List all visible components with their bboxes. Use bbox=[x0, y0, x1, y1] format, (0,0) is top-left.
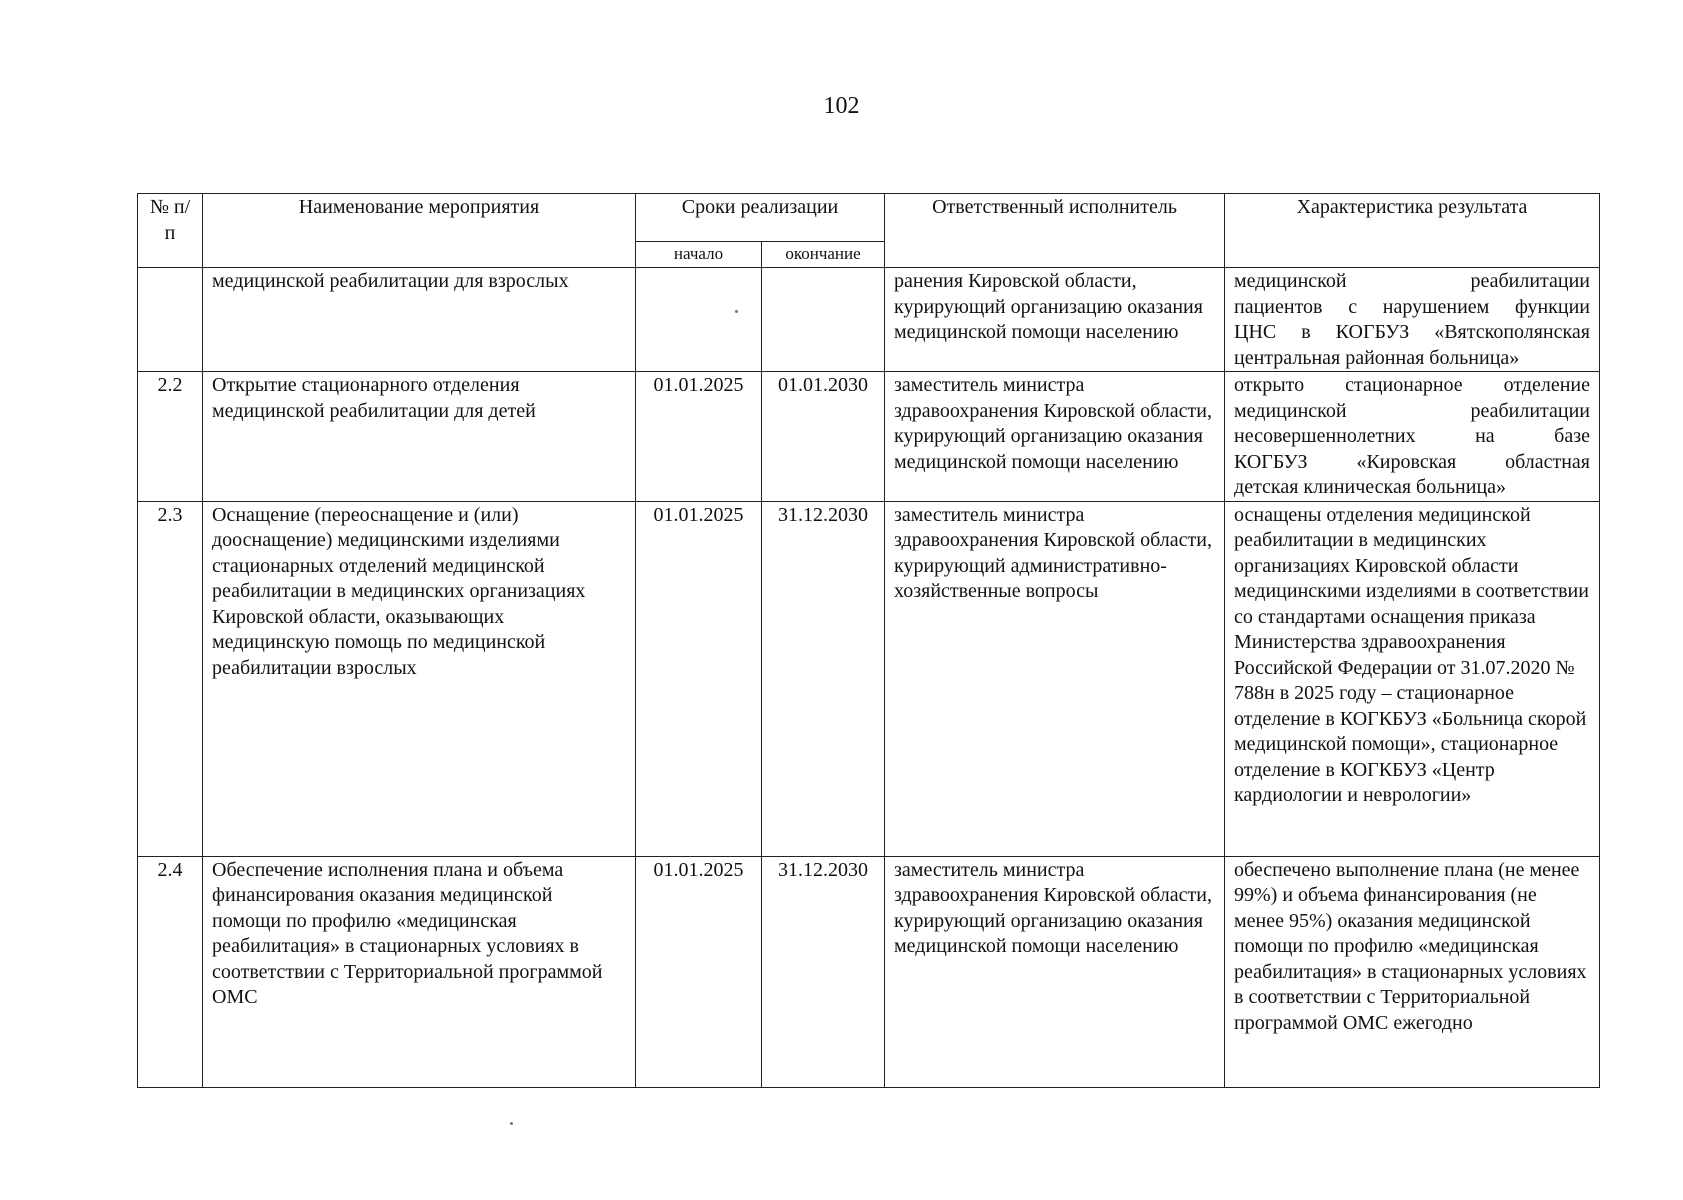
result-line: КОГБУЗ «Кировская областная bbox=[1234, 450, 1591, 473]
result-line: ЦНС в КОГБУЗ «Вятскополянская bbox=[1234, 321, 1591, 343]
table-row bbox=[138, 856, 1600, 1087]
responsible-executor: заместитель министра здравоохранения Кировской области, курирующий организацию оказания медицинской помощи населению bbox=[885, 856, 1225, 1087]
header-implementation-period: Сроки реализации bbox=[636, 194, 885, 242]
table-row bbox=[138, 268, 1600, 372]
responsible-executor: ранения Кировской области, курирующий организацию оказания медицинской помощи населению bbox=[885, 268, 1225, 372]
header-number: № п/п bbox=[138, 194, 203, 268]
result-line: медицинской реабилитации bbox=[1234, 399, 1591, 422]
measure-name: Открытие стационарного отделения медицинской реабилитации для детей bbox=[203, 372, 636, 502]
start-date bbox=[636, 268, 762, 372]
start-date: 01.01.2025 bbox=[636, 501, 762, 856]
table-row bbox=[138, 501, 1600, 856]
page-number: 102 bbox=[823, 93, 860, 119]
scan-speck bbox=[735, 310, 738, 313]
result-description bbox=[1225, 372, 1600, 502]
result-line: открыто стационарное отделение bbox=[1234, 374, 1591, 396]
scan-speck bbox=[510, 1122, 513, 1125]
row-number: 2.4 bbox=[138, 856, 203, 1087]
result-line: медицинской реабилитации bbox=[1234, 270, 1591, 292]
result-description: обеспечено выполнение плана (не менее 99%) и объема финансирования (не менее 95%) оказания медицинской помощи по профилю «медицинская реабилитация» в стационарных условиях в соответствии с Территориальной программой ОМС ежегодно bbox=[1225, 856, 1600, 1087]
start-date: 01.01.2025 bbox=[636, 856, 762, 1087]
result-line: детская клиническая больница» bbox=[1234, 476, 1507, 498]
result-line: центральная районная больница» bbox=[1234, 346, 1520, 369]
measure-name: Оснащение (переоснащение и (или) дооснащение) медицинскими изделиями стационарных отделений медицинской реабилитации в медицинских организациях Кировской области, оказывающих медицинскую помощь по медицинской реабилитации взрослых bbox=[203, 501, 636, 856]
row-number: 2.3 bbox=[138, 501, 203, 856]
header-end: окончание bbox=[762, 242, 885, 268]
end-date: 31.12.2030 bbox=[762, 856, 885, 1087]
measure-name: медицинской реабилитации для взрослых bbox=[203, 268, 636, 372]
responsible-executor: заместитель министра здравоохранения Кировской области, курирующий административно-хозяйственные вопросы bbox=[885, 501, 1225, 856]
header-responsible: Ответственный исполнитель bbox=[885, 194, 1225, 268]
header-start: начало bbox=[636, 242, 762, 268]
start-date: 01.01.2025 bbox=[636, 372, 762, 502]
header-measure-name: Наименование мероприятия bbox=[203, 194, 636, 268]
measure-name: Обеспечение исполнения плана и объема финансирования оказания медицинской помощи по профилю «медицинская реабилитация» в стационарных условиях в соответствии с Территориальной программой ОМС bbox=[203, 856, 636, 1087]
end-date: 01.01.2030 bbox=[762, 372, 885, 502]
header-result: Характеристика результата bbox=[1225, 194, 1600, 268]
result-line: несовершеннолетних на базе bbox=[1234, 425, 1591, 447]
end-date bbox=[762, 268, 885, 372]
row-number: 2.2 bbox=[138, 372, 203, 502]
responsible-executor: заместитель министра здравоохранения Кировской области, курирующий организацию оказания медицинской помощи населению bbox=[885, 372, 1225, 502]
result-description: оснащены отделения медицинской реабилитации в медицинских организациях Кировской области медицинскими изделиями в соответствии со стандартами оснащения приказа Министерства здравоохранения Российской Федерации от 31.07.2020 № 788н в 2025 году – стационарное отделение в КОГКБУЗ «Больница скорой медицинской помощи», стационарное отделение в КОГКБУЗ «Центр кардиологии и неврологии» bbox=[1225, 501, 1600, 856]
result-line: пациентов с нарушением функции bbox=[1234, 295, 1591, 318]
table-header-row bbox=[138, 194, 1600, 242]
row-number bbox=[138, 268, 203, 372]
table-row bbox=[138, 372, 1600, 502]
measures-table bbox=[137, 193, 1600, 1088]
end-date: 31.12.2030 bbox=[762, 501, 885, 856]
result-description bbox=[1225, 268, 1600, 372]
